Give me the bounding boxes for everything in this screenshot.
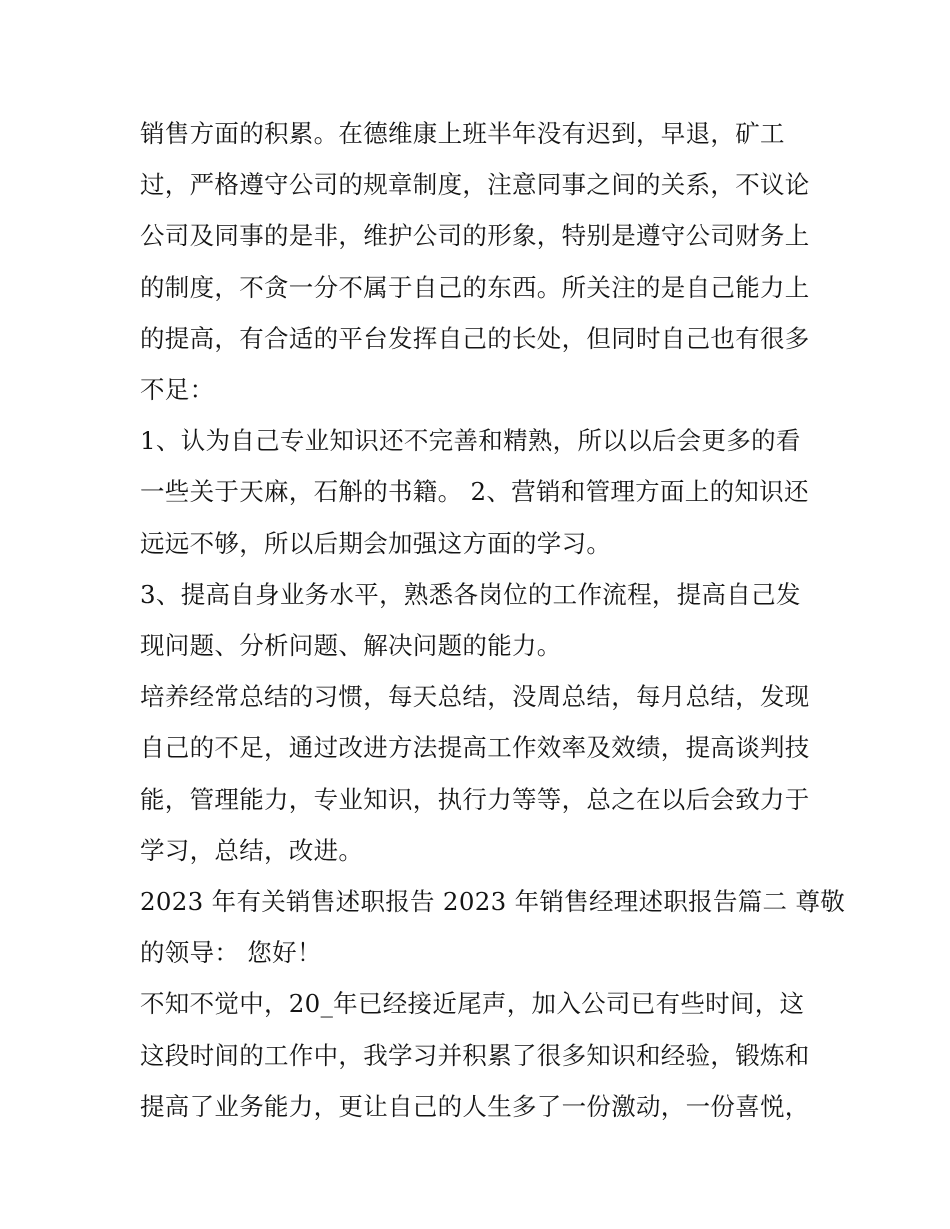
- text-line: 的制度，不贪一分不属于自己的东西。所关注的是自己能力上: [140, 272, 810, 302]
- text-line: 1、认为自己专业知识还不完善和精熟，所以以后会更多的看: [140, 426, 801, 456]
- text-line: 一些关于天麻，石斛的书籍。 2、营销和管理方面上的知识还: [140, 477, 809, 507]
- text-line: 3、提高自身业务水平，熟悉各岗位的工作流程，提高自己发: [140, 579, 801, 609]
- text-line: 的领导： 您好！: [140, 938, 322, 968]
- text-line: 能，管理能力，专业知识，执行力等等，总之在以后会致力于: [140, 784, 810, 814]
- document-page: [140, 108, 846, 1132]
- text-line: 这段时间的工作中，我学习并积累了很多知识和经验，锻炼和: [140, 1040, 810, 1070]
- text-line: 不足：: [140, 375, 215, 405]
- text-line: 销售方面的积累。在德维康上班半年没有迟到，早退，矿工: [140, 119, 785, 148]
- text-line: 学习，总结，改进。: [140, 835, 364, 865]
- text-line: 提高了业务能力，更让自己的人生多了一份激动，一份喜悦，: [140, 1091, 810, 1121]
- text-line: 远远不够，所以后期会加强这方面的学习。: [140, 528, 612, 558]
- text-line: 公司及同事的是非，维护公司的形象，特别是遵守公司财务上: [140, 221, 810, 251]
- text-line: 培养经常总结的习惯，每天总结，没周总结，每月总结，发现: [140, 682, 810, 712]
- text-line: 的提高，有合适的平台发挥自己的长处，但同时自己也有很多: [140, 323, 810, 353]
- text-line: 过，严格遵守公司的规章制度，注意同事之间的关系，不议论: [140, 170, 810, 200]
- text-line: 2023 年有关销售述职报告 2023 年销售经理述职报告篇二 尊敬: [140, 887, 846, 917]
- text-line: 现问题、分析问题、解决问题的能力。: [140, 631, 562, 661]
- text-line: 不知不觉中，20_年已经接近尾声，加入公司已有些时间，这: [140, 989, 805, 1019]
- text-line: 自己的不足，通过改进方法提高工作效率及效绩，提高谈判技: [140, 733, 810, 763]
